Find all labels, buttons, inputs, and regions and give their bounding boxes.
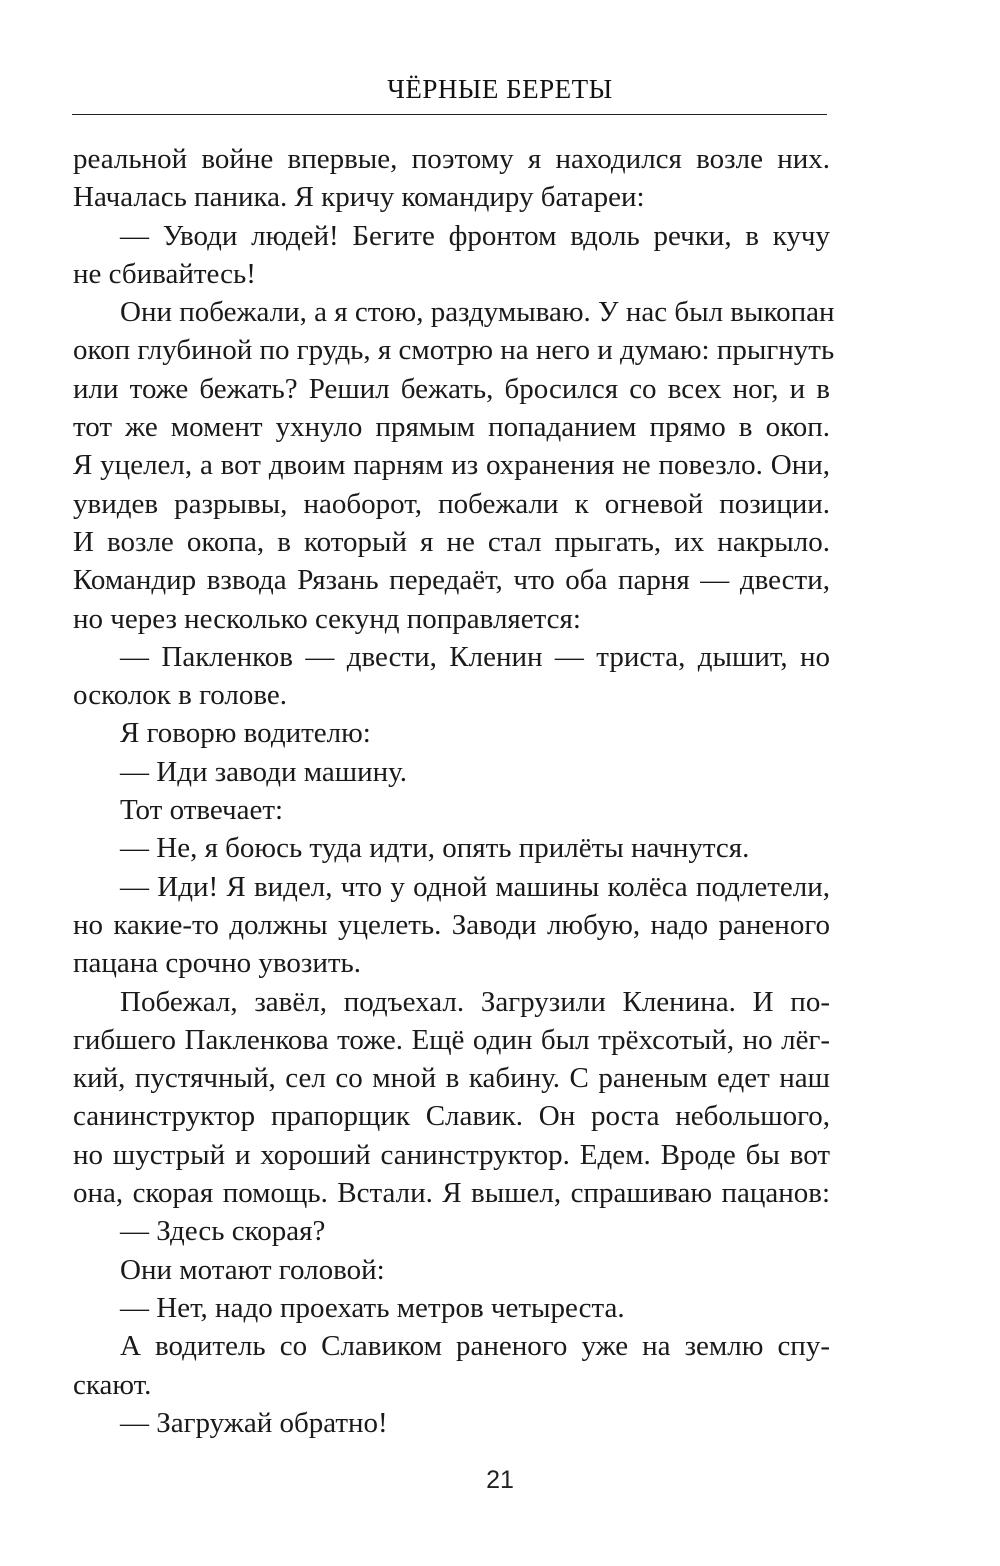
text-line: — Загружай обратно!	[120, 1406, 388, 1439]
text-line: Командир взвода Рязань передаёт, что оба парня — двести,	[73, 564, 830, 597]
text-line: А водитель со Славиком раненого уже на землю спу-	[120, 1330, 830, 1363]
text-line: Началась паника. Я кричу командиру батареи:	[73, 181, 645, 214]
text-line: но шустрый и хороший санинструктор. Едем. Вроде бы вот	[73, 1138, 830, 1171]
text-line: Тот отвечает:	[120, 794, 284, 827]
text-line: Я уцелел, а вот двоим парням из охранения не повезло. Они,	[73, 449, 830, 482]
text-line: реальной войне впервые, поэтому я находился возле них.	[73, 143, 830, 175]
text-line: Они мотают головой:	[120, 1253, 385, 1286]
text-line: — Уводи людей! Бегите фронтом вдоль речки, в кучу	[120, 219, 830, 252]
text-line: она, скорая помощь. Встали. Я вышел, спрашиваю пацанов:	[73, 1177, 830, 1210]
text-line: но через несколько секунд поправляется:	[73, 602, 581, 635]
text-line: не сбивайтесь!	[73, 257, 256, 290]
text-line: — Иди! Я видел, что у одной машины колёса подлетели,	[120, 870, 830, 903]
text-line: — Пакленков — двести, Кленин — триста, дышит, но	[120, 640, 830, 673]
text-line: гибшего Пакленкова тоже. Ещё один был трёхсотый, но лёг-	[73, 1023, 830, 1056]
text-line: — Здесь скорая?	[120, 1215, 326, 1248]
body-text	[73, 140, 835, 1442]
text-line: Они побежали, а я стою, раздумываю. У нас был выкопан	[120, 296, 835, 329]
text-line: или тоже бежать? Решил бежать, бросился со всех ног, и в	[73, 372, 830, 405]
text-line: увидев разрывы, наоборот, побежали к огневой позиции.	[73, 487, 830, 520]
text-line: — Иди заводи машину.	[120, 755, 407, 788]
text-line: Побежал, завёл, подъехал. Загрузили Кленина. И по-	[120, 985, 830, 1018]
text-line: — Нет, надо проехать метров четыреста.	[120, 1291, 625, 1324]
text-line: скают.	[73, 1368, 152, 1401]
text-line: осколок в голове.	[73, 679, 287, 712]
text-line: но какие-то должны уцелеть. Заводи любую, надо раненого	[73, 908, 830, 941]
text-line: кий, пустячный, сел со мной в кабину. С раненым едет наш	[73, 1062, 830, 1095]
text-line: — Не, я боюсь туда идти, опять прилёты начнутся.	[120, 832, 750, 865]
header-rule	[72, 114, 827, 115]
text-line: тот же момент ухнуло прямым попаданием прямо в окоп.	[73, 411, 830, 444]
text-line: санинструктор прапорщик Славик. Он роста небольшого,	[73, 1100, 830, 1133]
text-line: И возле окопа, в который я не стал прыгать, их накрыло.	[73, 525, 830, 558]
text-line: Я говорю водителю:	[120, 717, 371, 750]
running-head-title: ЧЁРНЫЕ БЕРЕТЫ	[387, 74, 613, 104]
text-line: окоп глубиной по грудь, я смотрю на него и думаю: прыгнуть	[73, 334, 835, 367]
text-line: пацана срочно увозить.	[73, 947, 362, 980]
page-number: 21	[486, 1466, 514, 1494]
